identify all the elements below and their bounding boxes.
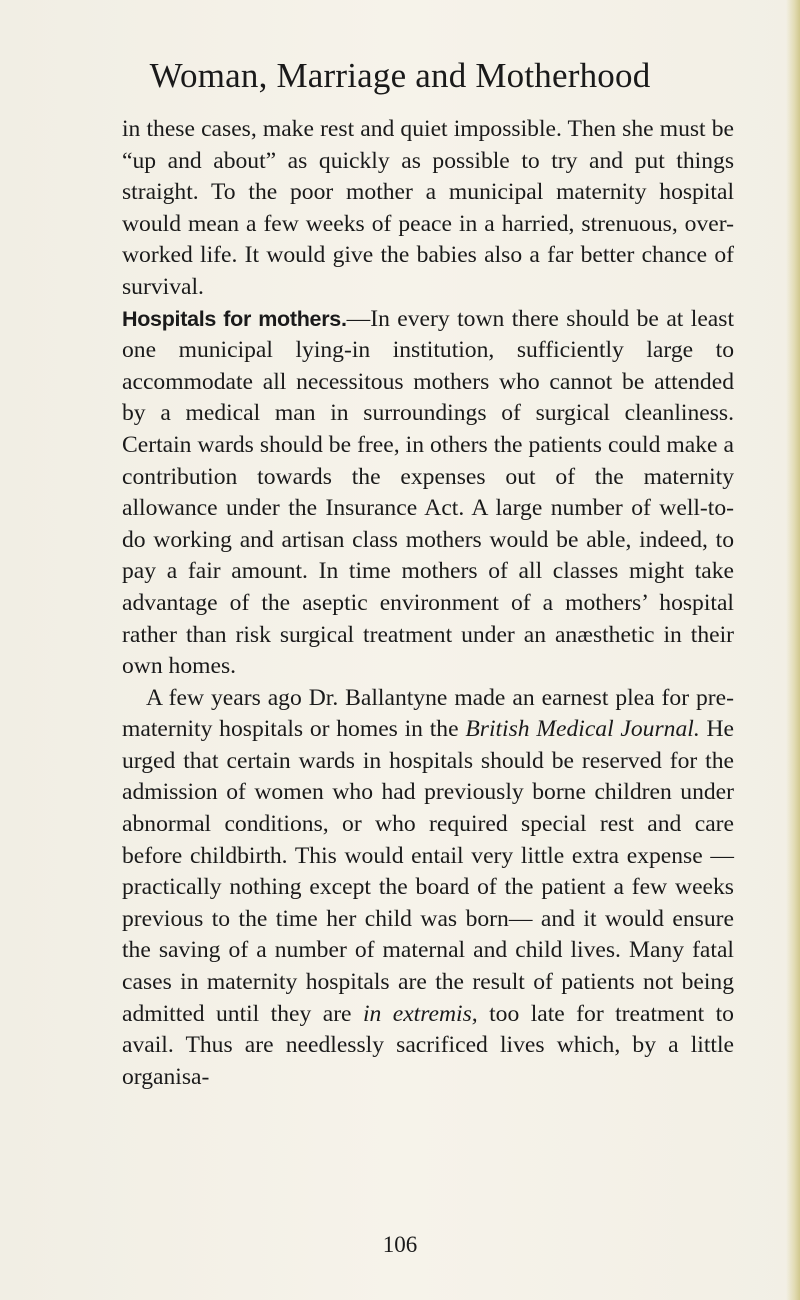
paragraph-2-text: —In every town there should be at least one municipal lying-in institution, sufficiently large to accommodate all necessitous mothers who cannot be attended by a medical man in surroundings of surgical cleanliness. Certain wards should be free, in others the patients could make a contribution towards the expenses out of the maternity allowance under the Insurance Act. A large number of well-to-do working and artisan class mothers would be able, indeed, to pay a fair amount. In time mothers of all classes might take advantage of the aseptic environment of a mothers’ hospital rather than risk surgical treatment under an anæsthetic in their own homes.	[122, 305, 734, 680]
running-head: Woman, Marriage and Motherhood	[149, 56, 651, 95]
page-edge-shading	[786, 0, 800, 1300]
paragraph-3-text-b: He urged that certain wards in hospitals should be reserved for the admission of women who had previously borne children under abnormal conditions, or who required special rest and care before childbirth. This would entail very little extra expense —practically nothing except the board of the patient a few weeks previous to the time her child was born— and it would ensure the saving of a number of maternal and child lives. Many fatal cases in maternity hospitals are the result of patients not being admitted until they are	[122, 716, 734, 1027]
paragraph-3-text-a: A few years ago Dr. Ballantyne made an earnest plea for pre-maternity hospitals or homes in the	[122, 684, 734, 743]
journal-title: British Medical Journal.	[465, 716, 700, 743]
paragraph-2	[122, 304, 734, 683]
latin-phrase: in extremis,	[362, 1000, 478, 1027]
page-number: 106	[382, 1232, 418, 1257]
paragraph-1: in these cases, make rest and quiet impossible. Then she must be “up and about” as quickly as possible to try and put things straight. To the poor mother a municipal maternity hospital would mean a few weeks of peace in a harried, strenuous, over-worked life. It would give the babies also a far better chance of survival.	[122, 116, 734, 300]
body-text	[122, 114, 734, 1093]
side-heading-hospitals-for-mothers: Hospitals for mothers.	[122, 306, 347, 331]
paragraph-3	[122, 683, 734, 1094]
paragraph-3-text-c: too late for treatment to avail. Thus are needlessly sacrificed lives which, by a little organisa-	[122, 1000, 734, 1090]
